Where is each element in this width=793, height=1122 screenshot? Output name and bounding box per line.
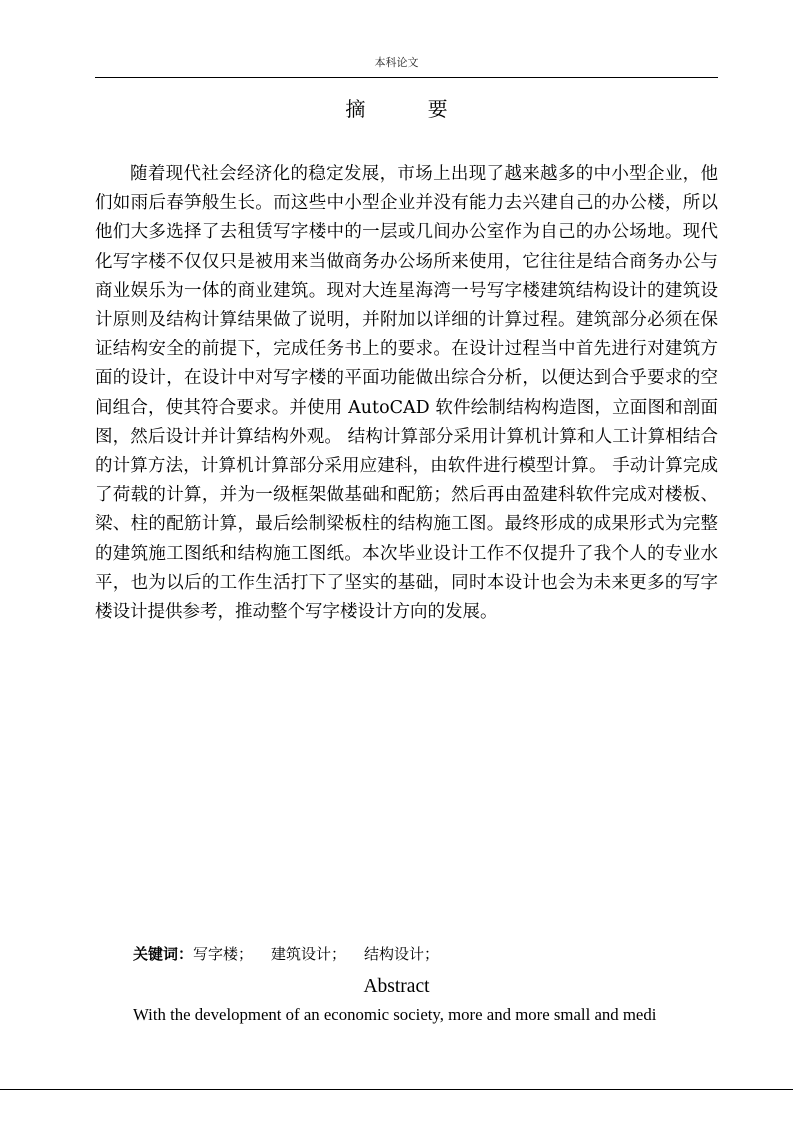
abstract-title: 摘 要 (345, 97, 476, 121)
keywords-line (133, 943, 457, 965)
abstract-body: 随着现代社会经济化的稳定发展，市场上出现了越来越多的中小型企业，他们如雨后春笋般生长。而这些中小型企业并没有能力去兴建自己的办公楼，所以他们大多选择了去租赁写字楼中的一层或几间办公室作为自己的办公场地。现代化写字楼不仅仅只是被用来当做商务办公场所来使用，它往往是结合商务办公与商业娱乐为一体的商业建筑。现对大连星海湾一号写字楼建筑结构设计的建筑设计原则及结构计算结果做了说明，并附加以详细的计算过程。建筑部分必须在保证结构安全的前提下，完成任务书上的要求。在设计过程当中首先进行对建筑方面的设计，在设计中对写字楼的平面功能做出综合分析，以便达到合乎要求的空间组合，使其符合要求。并使用 AutoCAD 软件绘制结构构造图，立面图和剖面图，然后设计并计算结构外观。 结构计算部分采用计算机计算和人工计算相结合的计算方法，计算机计算部分采用应建科，由软件进行模型计算。 手动计算完成了荷载的计算，并为一级框架做基础和配筋；然后再由盈建科软件完成对楼板、梁、柱的配筋计算，最后绘制梁板柱的结构施工图。最终形成的成果形式为完整的建筑施工图纸和结构施工图纸。本次毕业设计工作不仅提升了我个人的专业水平，也为以后的工作生活打下了坚实的基础，同时本设计也会为未来更多的写字楼设计提供参考，推动整个写字楼设计方向的发展。 (95, 164, 718, 623)
english-abstract-title: Abstract (363, 976, 430, 997)
running-header: 本科论文 (374, 56, 419, 69)
keyword-item: 建筑设计； (271, 945, 347, 963)
english-abstract-body: With the development of an economic society, more and more small and medi (133, 1005, 657, 1024)
header-divider (95, 77, 718, 78)
keyword-item: 写字楼； (193, 945, 254, 963)
keywords-label: 关键词： (133, 945, 194, 963)
footer-divider (0, 1089, 793, 1090)
keyword-item: 结构设计； (364, 945, 440, 963)
